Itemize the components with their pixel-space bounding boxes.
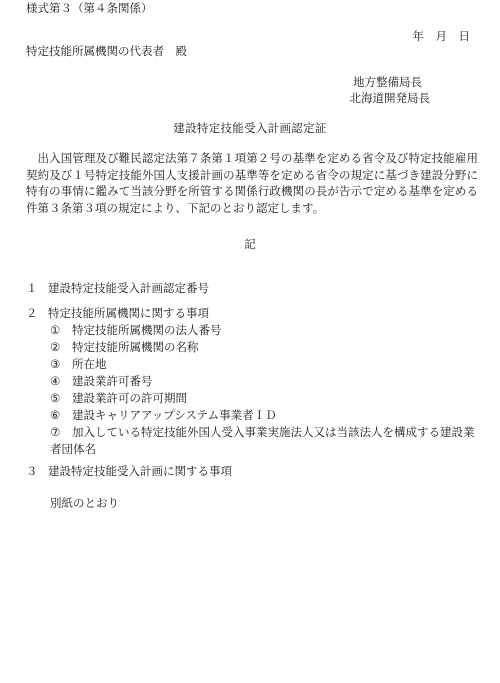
section-number: ２ bbox=[26, 306, 38, 320]
sub-item-mark: ② bbox=[50, 340, 61, 354]
section-1 bbox=[26, 280, 209, 296]
sub-item-label: 加入している特定技能外国人受入事業実施法人又は当該法人を構成する建設業者団体名 bbox=[50, 425, 475, 456]
sub-item-mark: ⑤ bbox=[50, 391, 61, 405]
section-label: 建設特定技能受入計画認定番号 bbox=[48, 281, 209, 295]
sub-item-mark: ⑦ bbox=[50, 425, 61, 439]
sub-item-label: 建設キャリアアップシステム事業者ＩＤ bbox=[72, 408, 277, 422]
section-number: ３ bbox=[26, 464, 38, 478]
sub-item-6 bbox=[50, 407, 277, 423]
sub-item-mark: ④ bbox=[50, 374, 61, 388]
section-2 bbox=[26, 305, 209, 321]
ki-heading: 記 bbox=[244, 237, 256, 251]
sub-item-label: 所在地 bbox=[72, 357, 107, 371]
sub-item-4 bbox=[50, 373, 153, 389]
sub-item-3 bbox=[50, 356, 107, 372]
sub-item-mark: ⑥ bbox=[50, 408, 61, 422]
sub-item-mark: ③ bbox=[50, 357, 61, 371]
issuer-hokkaido-bureau: 北海道開発局長 bbox=[349, 91, 430, 105]
sub-item-label: 特定技能所属機関の法人番号 bbox=[72, 323, 222, 337]
addressee: 特定技能所属機関の代表者 殿 bbox=[26, 44, 187, 58]
section-number: １ bbox=[26, 281, 38, 295]
section-label: 建設特定技能受入計画に関する事項 bbox=[48, 464, 232, 478]
sub-item-1 bbox=[50, 322, 222, 338]
issuer-regional-bureau: 地方整備局長 bbox=[353, 75, 422, 89]
sub-item-2 bbox=[50, 339, 199, 355]
sub-item-mark: ① bbox=[50, 323, 61, 337]
sub-item-7 bbox=[50, 424, 480, 457]
sub-item-label: 特定技能所属機関の名称 bbox=[72, 340, 199, 354]
sub-item-label: 建設業許可の許可期間 bbox=[72, 391, 187, 405]
document-title: 建設特定技能受入計画認定証 bbox=[173, 121, 327, 135]
sub-item-label: 建設業許可番号 bbox=[72, 374, 153, 388]
certification-body: 出入国管理及び難民認定法第７条第１項第２号の基準を定める省令及び特定技能雇用契約及び１号特定技能外国人支援計画の基準等を定める省令の規定に基づき建設分野に特有の事情に鑑みて当該分野を所管する関係行政機関の長が告示で定める基準を定める件第３条第３項の規定により、下記のとおり認定します。 bbox=[26, 151, 478, 215]
form-number: 様式第３（第４条関係） bbox=[26, 1, 153, 15]
section-label: 特定技能所属機関に関する事項 bbox=[48, 306, 209, 320]
section-3 bbox=[26, 463, 232, 479]
separate-sheet-note: 別紙のとおり bbox=[50, 496, 119, 510]
date-line: 年 月 日 bbox=[412, 29, 470, 43]
sub-item-5 bbox=[50, 390, 187, 406]
